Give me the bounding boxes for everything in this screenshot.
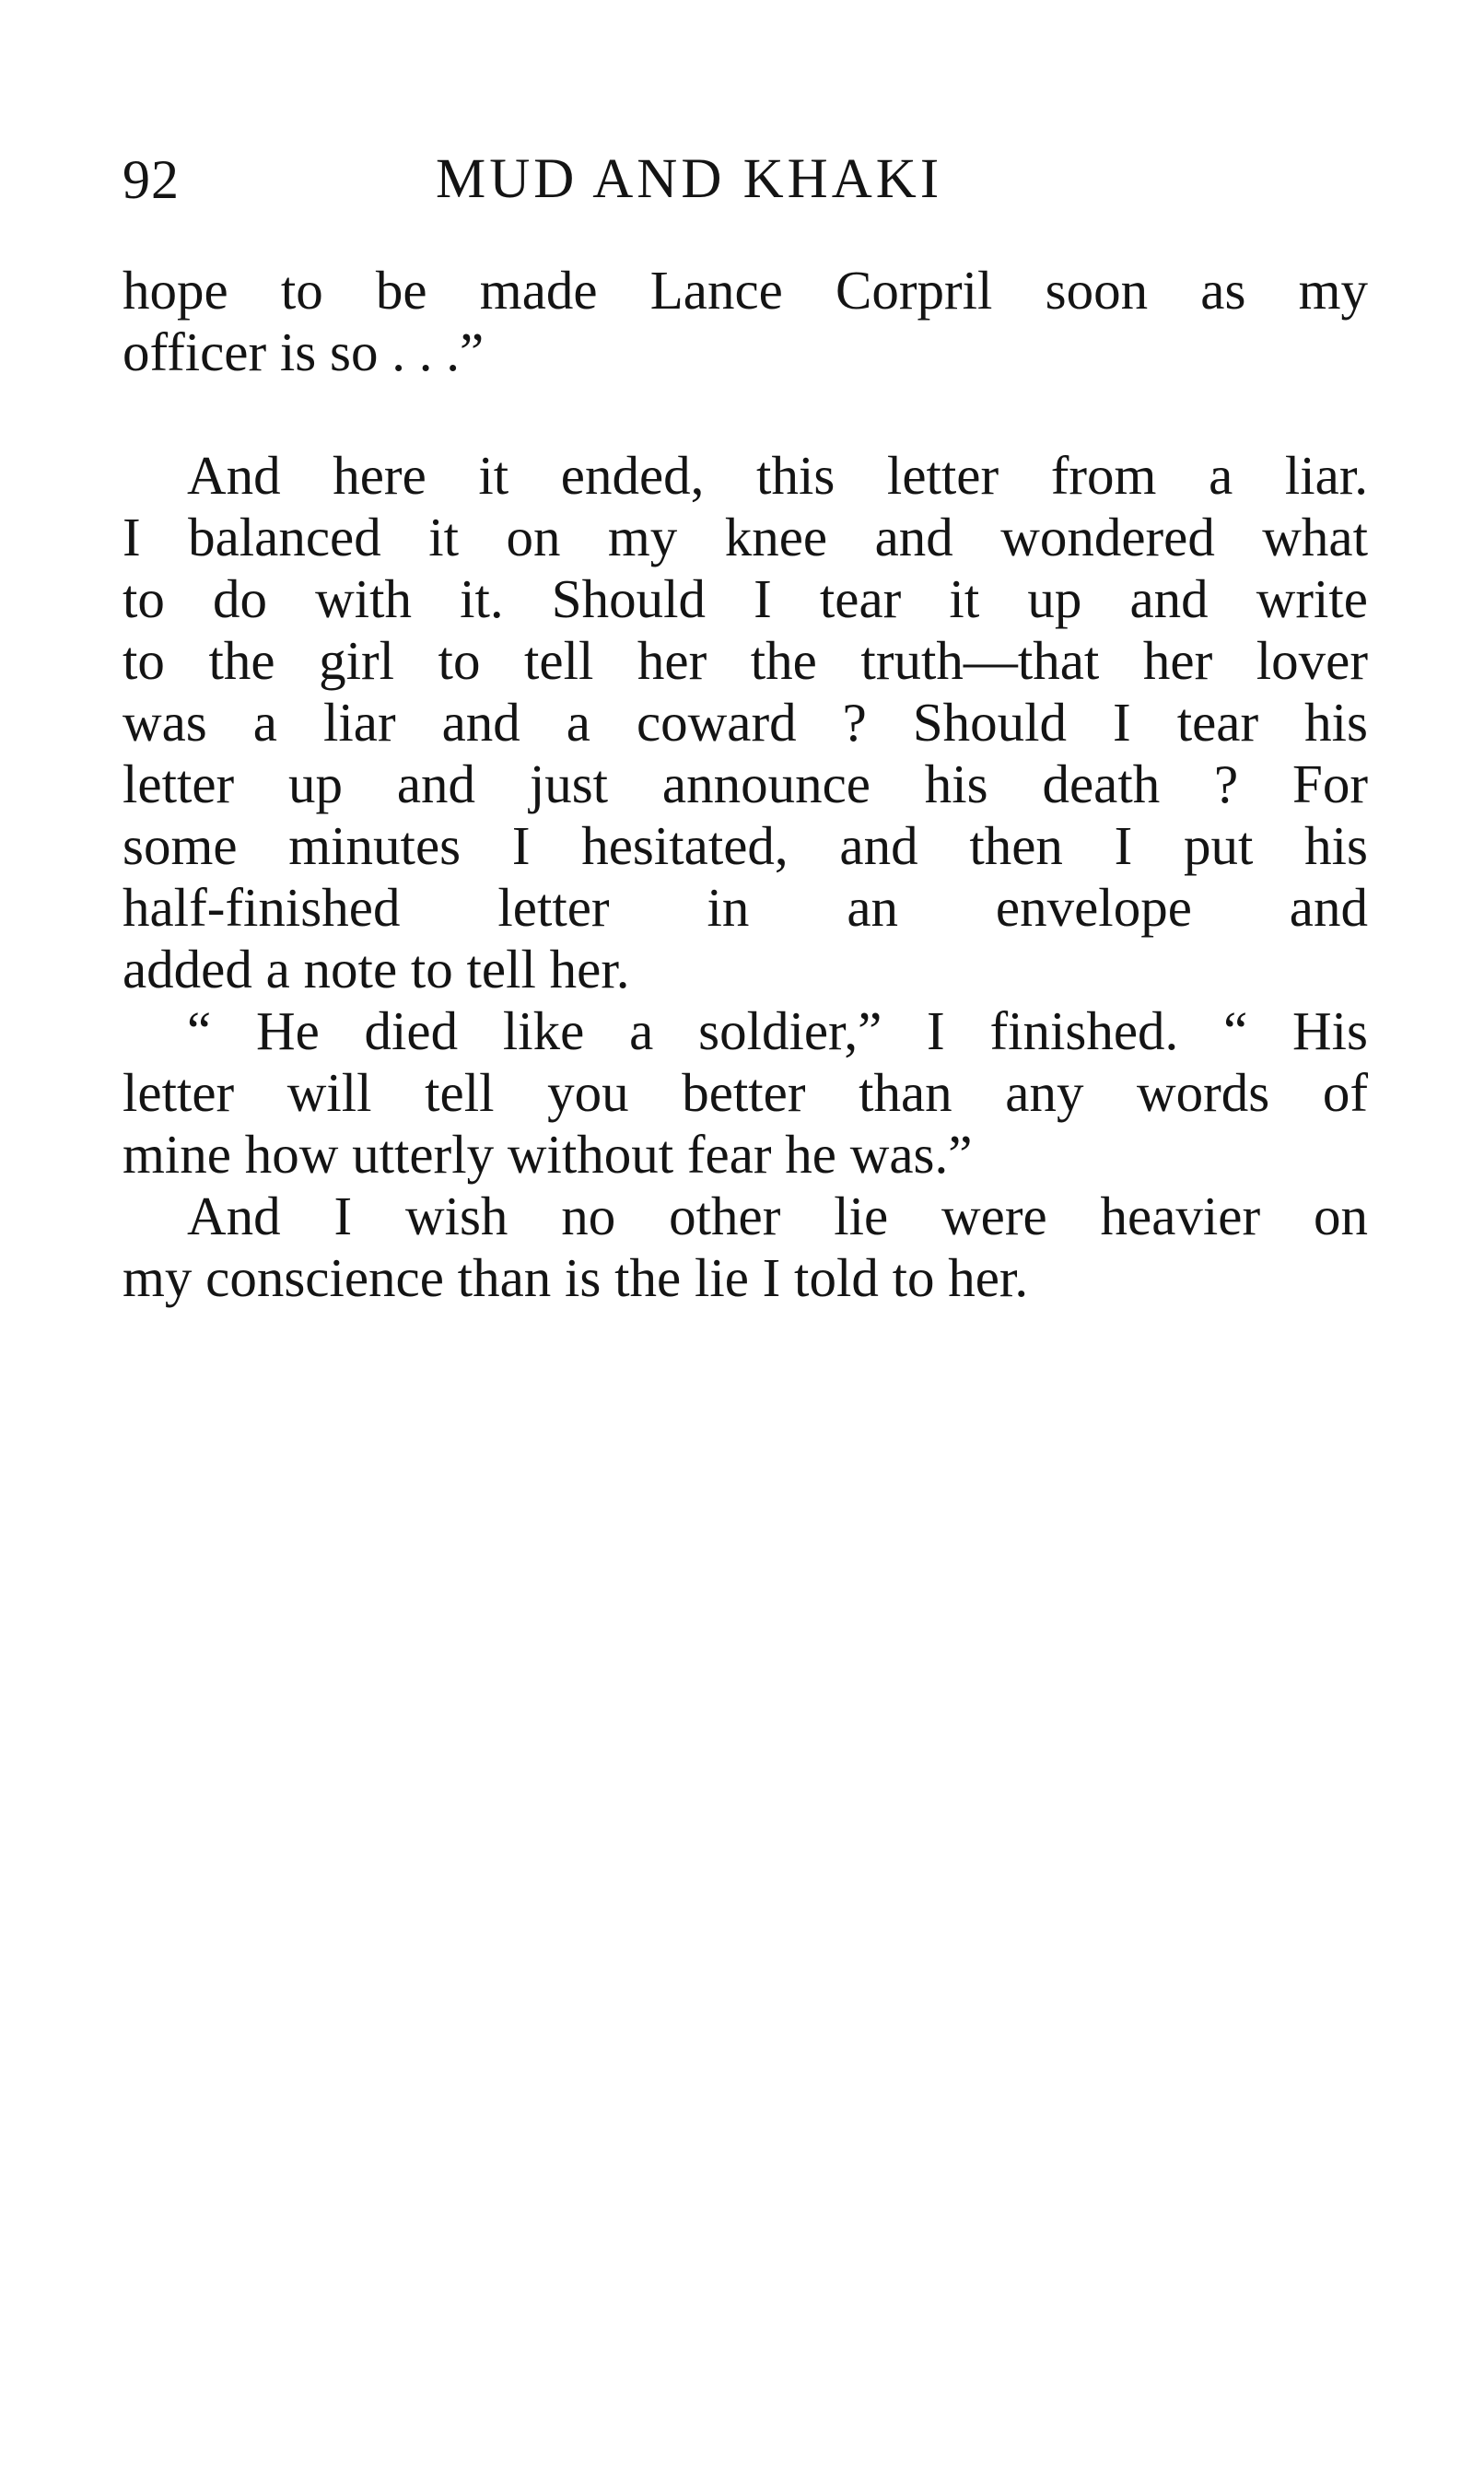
text-line: And I wish no other lie were heavier on bbox=[187, 1186, 1368, 1246]
paragraph-narration bbox=[123, 445, 1368, 1000]
paragraph-continued-letter bbox=[123, 260, 1368, 383]
text-line: half-finished letter in an envelope and bbox=[123, 877, 1368, 938]
text-line: to do with it. Should I tear it up and write bbox=[123, 568, 1368, 629]
text-line: “ He died like a soldier,” I finished. “ His bbox=[187, 1000, 1368, 1061]
text-line: mine how utterly without fear he was.” bbox=[123, 1124, 973, 1185]
text-line: to the girl to tell her the truth—that her lover bbox=[123, 630, 1368, 691]
text-line: letter will tell you better than any words of bbox=[123, 1062, 1368, 1123]
text-line: hope to be made Lance Corpril soon as my bbox=[123, 260, 1368, 321]
running-head bbox=[123, 143, 1368, 216]
paragraph-quote bbox=[123, 1000, 1368, 1186]
body-text bbox=[123, 260, 1368, 1309]
text-line: I balanced it on my knee and wondered what bbox=[123, 507, 1368, 567]
text-line: my conscience than is the lie I told to her. bbox=[123, 1247, 1029, 1308]
text-line: And here it ended, this letter from a liar. bbox=[187, 445, 1368, 506]
paragraph-closing bbox=[123, 1186, 1368, 1309]
page-number: 92 bbox=[123, 149, 180, 210]
text-line: some minutes I hesitated, and then I put his bbox=[123, 815, 1368, 876]
book-title: MUD AND KHAKI bbox=[436, 148, 943, 210]
text-line: was a liar and a coward ? Should I tear his bbox=[123, 692, 1368, 753]
text-line: added a note to tell her. bbox=[123, 939, 630, 999]
paragraph-spacer bbox=[123, 383, 1368, 445]
text-line: letter up and just announce his death ? For bbox=[123, 754, 1368, 814]
text-line: officer is so . . .” bbox=[123, 321, 485, 382]
